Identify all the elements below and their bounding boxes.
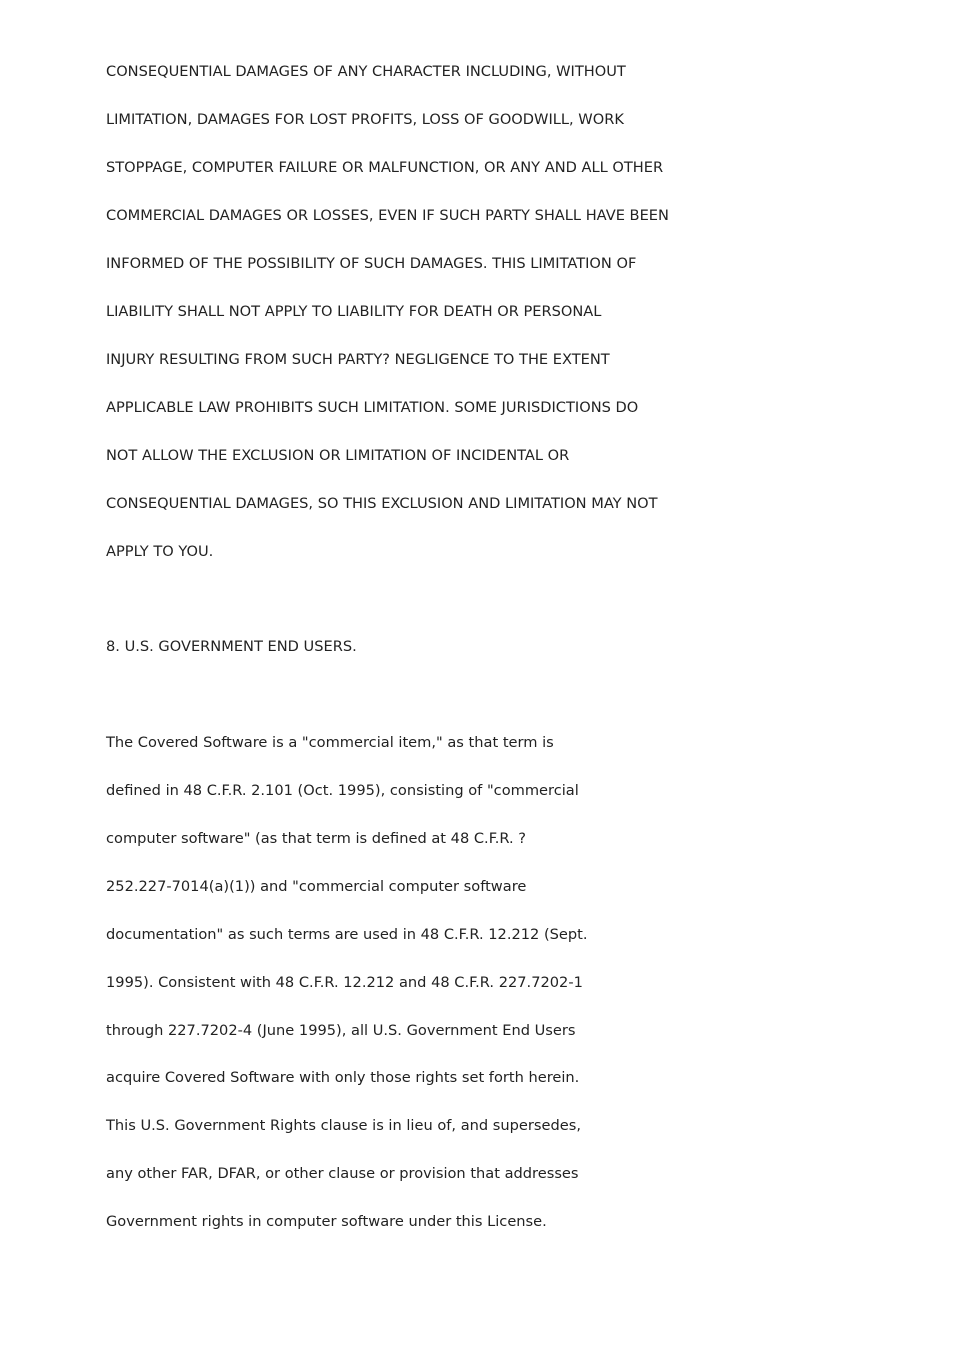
paragraph-line: computer software" (as that term is defined at 48 C.F.R. ? bbox=[106, 830, 527, 847]
paragraph-line: STOPPAGE, COMPUTER FAILURE OR MALFUNCTION, OR ANY AND ALL OTHER bbox=[106, 159, 664, 176]
paragraph-line: any other FAR, DFAR, or other clause or provision that addresses bbox=[106, 1165, 579, 1182]
paragraph-line: APPLICABLE LAW PROHIBITS SUCH LIMITATION. SOME JURISDICTIONS DO bbox=[106, 399, 639, 416]
paragraph-line: This U.S. Government Rights clause is in lieu of, and supersedes, bbox=[106, 1117, 581, 1134]
paragraph-line: CONSEQUENTIAL DAMAGES OF ANY CHARACTER INCLUDING, WITHOUT bbox=[106, 63, 626, 80]
paragraph-line: CONSEQUENTIAL DAMAGES, SO THIS EXCLUSION AND LIMITATION MAY NOT bbox=[106, 495, 658, 512]
paragraph-line: The Covered Software is a "commercial item," as that term is bbox=[106, 734, 554, 751]
paragraph-line: INJURY RESULTING FROM SUCH PARTY? NEGLIGENCE TO THE EXTENT bbox=[106, 351, 610, 368]
paragraph-line: LIMITATION, DAMAGES FOR LOST PROFITS, LOSS OF GOODWILL, WORK bbox=[106, 111, 624, 128]
paragraph-line: 1995). Consistent with 48 C.F.R. 12.212 and 48 C.F.R. 227.7202-1 bbox=[106, 974, 583, 991]
paragraph-line: acquire Covered Software with only those rights set forth herein. bbox=[106, 1069, 580, 1086]
paragraph-line: 252.227-7014(a)(1)) and "commercial computer software bbox=[106, 878, 527, 895]
paragraph-line: documentation" as such terms are used in 48 C.F.R. 12.212 (Sept. bbox=[106, 926, 588, 943]
paragraph-line: COMMERCIAL DAMAGES OR LOSSES, EVEN IF SUCH PARTY SHALL HAVE BEEN bbox=[106, 207, 669, 224]
section-heading: 8. U.S. GOVERNMENT END USERS. bbox=[106, 638, 357, 655]
paragraph-line: LIABILITY SHALL NOT APPLY TO LIABILITY FOR DEATH OR PERSONAL bbox=[106, 303, 602, 320]
paragraph-line: INFORMED OF THE POSSIBILITY OF SUCH DAMAGES. THIS LIMITATION OF bbox=[106, 255, 637, 272]
paragraph-line: defined in 48 C.F.R. 2.101 (Oct. 1995), consisting of "commercial bbox=[106, 782, 579, 799]
paragraph-line: NOT ALLOW THE EXCLUSION OR LIMITATION OF INCIDENTAL OR bbox=[106, 447, 570, 464]
paragraph-line: Government rights in computer software under this License. bbox=[106, 1213, 547, 1230]
paragraph-line: through 227.7202-4 (June 1995), all U.S. Government End Users bbox=[106, 1022, 576, 1039]
paragraph-line: APPLY TO YOU. bbox=[106, 543, 214, 560]
